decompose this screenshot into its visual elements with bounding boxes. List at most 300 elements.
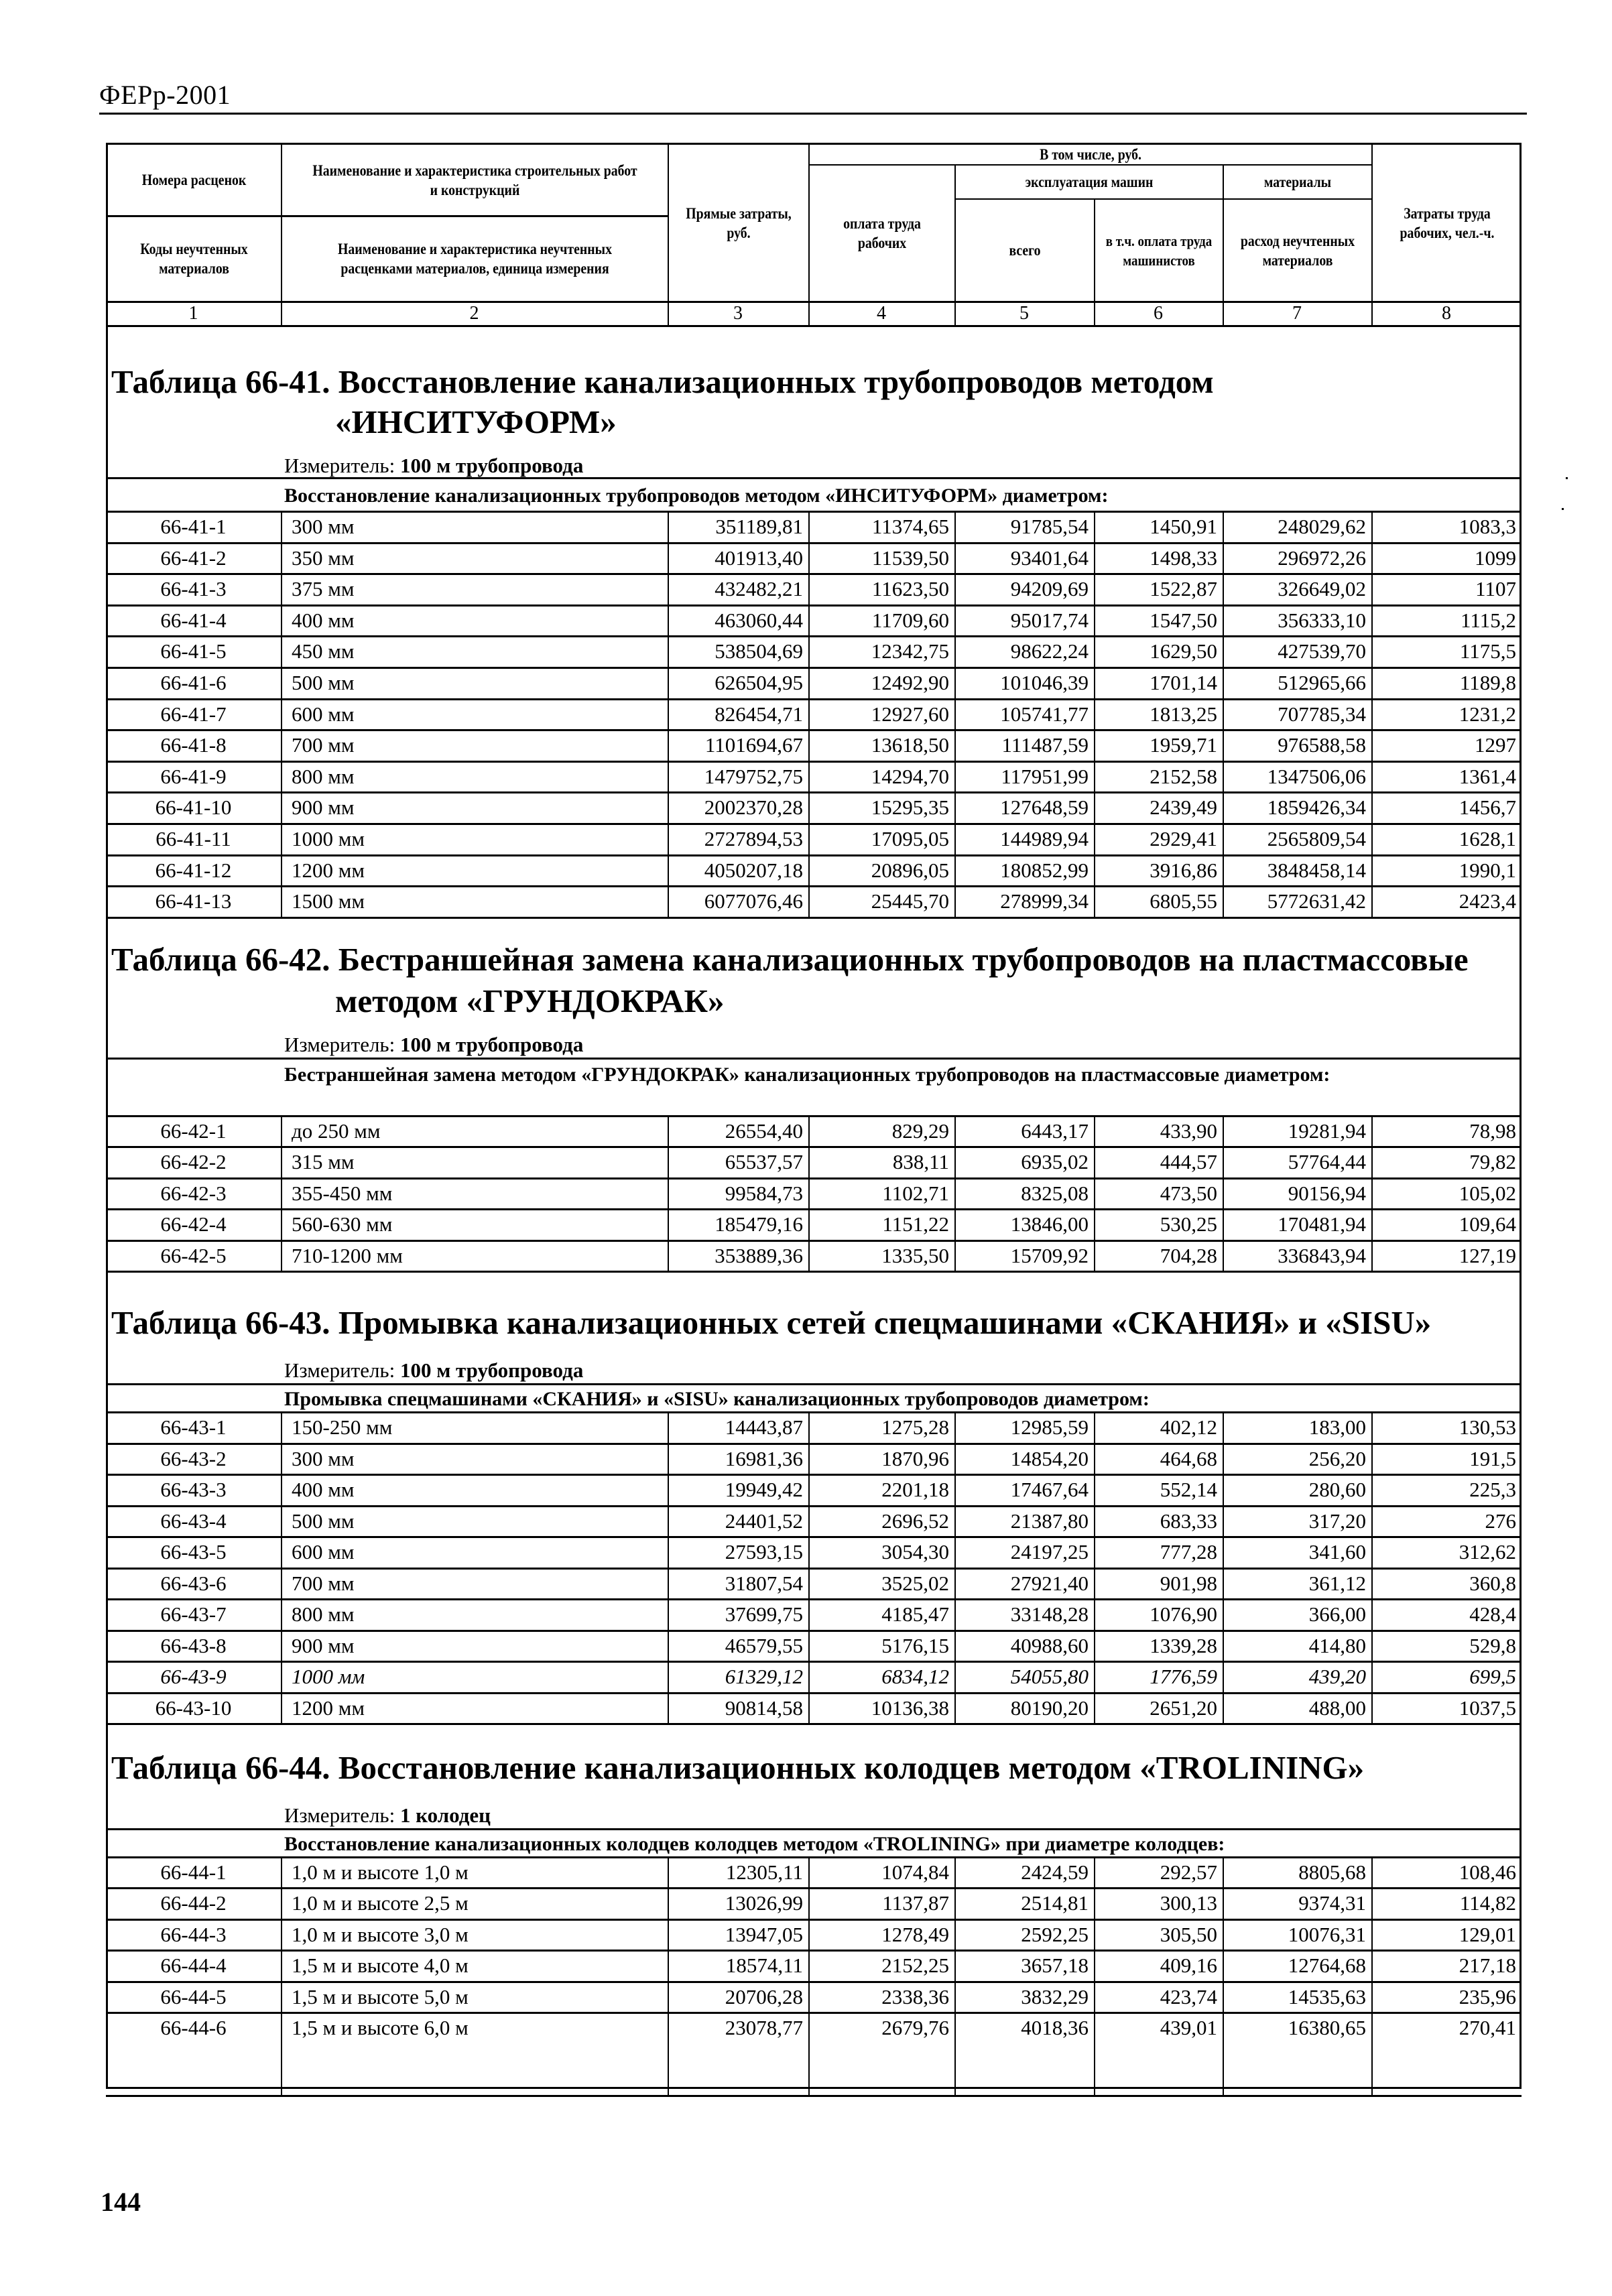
rule [808,143,810,326]
work-name: 315 мм [292,1150,355,1173]
rate-code: 66-41-13 [155,889,232,913]
cell-labor: 3525,02 [881,1572,949,1595]
cell-mat: 19281,94 [1288,1119,1366,1143]
table-title: Таблица 66-41. Восстановление канализационных трубопроводов методом [111,363,1214,400]
cell-direct: 432482,21 [715,577,803,600]
rate-code: 66-41-8 [160,733,227,757]
measure-unit [284,453,583,479]
cell-hours: 1990,1 [1459,858,1516,882]
header-group: В том числе, руб. [1040,146,1141,163]
rate-code: 66-43-2 [160,1447,227,1470]
rule [1223,164,1224,326]
work-name: 1,0 м и высоте 2,5 м [292,1891,469,1915]
cell-mat: 512965,66 [1278,671,1366,694]
cell-labor: 1870,96 [881,1447,949,1470]
cell-direct: 826454,71 [715,702,803,726]
work-name: 600 мм [292,1540,355,1564]
cell-labor: 15295,35 [871,795,949,819]
work-name: 400 мм [292,609,355,632]
work-name: 1000 мм [292,1665,365,1688]
rate-code: 66-44-2 [160,1891,227,1915]
cell-hours: 235,96 [1459,1985,1516,2008]
cell-hours: 1083,3 [1459,515,1516,538]
work-name: 800 мм [292,765,355,788]
cell-direct: 16981,36 [725,1447,803,1470]
cell-direct: 37699,75 [725,1602,803,1626]
table-row [106,667,1522,698]
cell-hours: 1115,2 [1461,609,1516,632]
column-number: 8 [1442,303,1451,324]
table-subtitle: Восстановление канализационных колодцев колодцев методом «TROLINING» при диаметре колодцев: [284,1833,1225,1855]
cell-mach-labor: 2152,58 [1150,765,1217,788]
header-col5: всего [1009,242,1041,259]
rate-code: 66-42-5 [160,1244,227,1267]
cell-hours: 217,18 [1459,1954,1516,1977]
cell-labor: 13618,50 [871,733,949,757]
cell-direct: 14443,87 [725,1415,803,1439]
scan-artifact [1566,477,1568,479]
table-row [106,1412,1522,1443]
cell-hours: 360,8 [1469,1572,1516,1595]
cell-hours: 276 [1485,1509,1516,1533]
cell-labor: 5176,15 [881,1634,949,1657]
table-row [106,792,1522,823]
table-row [106,1537,1522,1568]
cell-labor: 1335,50 [881,1244,949,1267]
cell-hours: 1099 [1475,546,1516,570]
table-title-continued: «ИНСИТУФОРМ» [335,403,617,440]
rule [106,325,1522,327]
cell-direct: 90814,58 [725,1696,803,1720]
table-row [106,605,1522,636]
table-row [106,1950,1522,1981]
measure-unit [284,1358,583,1383]
cell-direct: 61329,12 [725,1665,803,1688]
header-materials-group: материалы [1263,174,1332,190]
cell-mach-labor: 1498,33 [1150,546,1217,570]
cell-mach: 95017,74 [1010,609,1089,632]
work-name: 300 мм [292,1447,355,1470]
work-name: 900 мм [292,795,355,819]
cell-hours: 1107 [1475,577,1516,600]
rate-code: 66-41-9 [160,765,227,788]
cell-mach-labor: 439,01 [1160,2016,1217,2039]
column-number: 6 [1154,303,1163,324]
cell-direct: 23078,77 [725,2016,803,2039]
cell-hours: 1361,4 [1459,765,1516,788]
cell-mach-labor: 300,13 [1160,1891,1217,1915]
measure-label: Измеритель: [284,1803,395,1827]
cell-mach: 54055,80 [1010,1665,1089,1688]
cell-labor: 6834,12 [881,1665,949,1688]
cell-mat: 439,20 [1308,1665,1366,1688]
table-row [106,1982,1522,2013]
column-number: 1 [188,303,198,324]
cell-mach-labor: 552,14 [1160,1478,1217,1501]
cell-mach-labor: 473,50 [1160,1182,1217,1205]
rate-code: 66-41-3 [160,577,227,600]
rule [106,1723,1522,1725]
measure-label: Измеритель: [284,1033,395,1056]
cell-mach: 4018,36 [1021,2016,1089,2039]
cell-mach: 91785,54 [1010,515,1089,538]
cell-mat: 14535,63 [1288,1985,1366,2008]
cell-direct: 538504,69 [715,639,803,663]
cell-mach: 2514,81 [1021,1891,1089,1915]
cell-mach-labor: 292,57 [1160,1860,1217,1884]
cell-direct: 1479752,75 [704,765,803,788]
measure-value: 100 м трубопровода [399,1033,584,1056]
table-row [106,1147,1522,1177]
cell-hours: 1189,8 [1459,671,1516,694]
cell-labor: 4185,47 [881,1602,949,1626]
table-row [106,636,1522,667]
cell-mat: 10076,31 [1288,1923,1366,1946]
rate-code: 66-42-3 [160,1182,227,1205]
header-col2-top: Наименование и характеристика строительных работ и конструкций [312,162,637,198]
cell-direct: 24401,52 [725,1509,803,1533]
cell-mach-labor: 3916,86 [1150,858,1217,882]
measure-unit [284,1032,583,1058]
cell-labor: 12927,60 [871,702,949,726]
cell-mach-labor: 777,28 [1160,1540,1217,1564]
rate-code: 66-44-3 [160,1923,227,1946]
cell-hours: 1231,2 [1459,702,1516,726]
header-col7: расход неучтенных материалов [1240,232,1355,269]
cell-mach-labor: 409,16 [1160,1954,1217,1977]
cell-mach-labor: 1547,50 [1150,609,1217,632]
cell-mat: 336843,94 [1278,1244,1366,1267]
cell-hours: 312,62 [1459,1540,1516,1564]
cell-mach-labor: 704,28 [1160,1244,1217,1267]
cell-labor: 20896,05 [871,858,949,882]
cell-direct: 99584,73 [725,1182,803,1205]
cell-mach-labor: 1701,14 [1150,671,1217,694]
table-row [106,574,1522,604]
rate-code: 66-43-1 [160,1415,227,1439]
cell-labor: 829,29 [891,1119,949,1143]
cell-mat: 1347506,06 [1267,765,1366,788]
cell-mach-labor: 901,98 [1160,1572,1217,1595]
rate-code: 66-41-10 [155,795,232,819]
column-number: 7 [1292,303,1302,324]
cell-mach: 98622,24 [1010,639,1089,663]
cell-mach: 6935,02 [1021,1150,1089,1173]
work-name: 710-1200 мм [292,1244,403,1267]
work-name: 350 мм [292,546,355,570]
work-name: 450 мм [292,639,355,663]
cell-mat: 9374,31 [1298,1891,1366,1915]
rule [106,2095,1522,2097]
rule [668,143,669,326]
cell-hours: 2423,4 [1459,889,1516,913]
cell-direct: 4050207,18 [704,858,803,882]
rule [281,143,282,326]
table-row [106,699,1522,730]
cell-direct: 6077076,46 [704,889,803,913]
table-row [106,761,1522,792]
cell-hours: 108,46 [1459,1860,1516,1884]
table-row [106,730,1522,761]
cell-mach: 144989,94 [1000,827,1089,850]
cell-mach-labor: 530,25 [1160,1212,1217,1236]
work-name: 1,0 м и высоте 3,0 м [292,1923,469,1946]
cell-mach-labor: 1522,87 [1150,577,1217,600]
cell-labor: 10136,38 [871,1696,949,1720]
cell-labor: 1137,87 [882,1891,949,1915]
measure-value: 100 м трубопровода [399,1358,584,1382]
cell-mach: 278999,34 [1000,889,1089,913]
table-row [106,1209,1522,1240]
rate-code: 66-44-5 [160,1985,227,2008]
cell-hours: 1175,5 [1459,639,1516,663]
cell-mach: 13846,00 [1010,1212,1089,1236]
rule [1371,143,1373,326]
rate-code: 66-43-9 [160,1665,227,1688]
column-number: 2 [469,303,479,324]
work-name: 150-250 мм [292,1415,393,1439]
cell-mach: 40988,60 [1010,1634,1089,1657]
cell-direct: 46579,55 [725,1634,803,1657]
header-col4: оплата труда рабочих [843,215,921,251]
cell-direct: 13947,05 [725,1923,803,1946]
cell-mach-labor: 423,74 [1160,1985,1217,2008]
cell-direct: 401913,40 [715,546,803,570]
rate-code: 66-41-12 [155,858,232,882]
table-row [106,1240,1522,1271]
cell-mach-labor: 2929,41 [1150,827,1217,850]
work-name: 1,5 м и высоте 6,0 м [292,2016,469,2039]
work-name: 1,5 м и высоте 4,0 м [292,1954,469,1977]
cell-hours: 529,8 [1469,1634,1516,1657]
rule [106,1058,1522,1060]
table-row [106,1919,1522,1950]
table-row [106,1631,1522,1661]
rate-code: 66-41-4 [160,609,227,632]
table-title: Таблица 66-44. Восстановление канализационных колодцев методом «TROLINING» [111,1749,1365,1786]
cell-mat: 317,20 [1308,1509,1366,1533]
cell-mach: 2424,59 [1021,1860,1089,1884]
rate-code: 66-43-5 [160,1540,227,1564]
cell-mat: 326649,02 [1278,577,1366,600]
cell-hours: 270,41 [1459,2016,1516,2039]
cell-mach-labor: 402,12 [1160,1415,1217,1439]
cell-direct: 13026,99 [725,1891,803,1915]
header-rule [99,113,1527,115]
cell-mach: 101046,39 [1000,671,1089,694]
table-title: Таблица 66-43. Промывка канализационных сетей спецмашинами «СКАНИЯ» и «SISU» [111,1304,1432,1341]
cell-labor: 2338,36 [881,1985,949,2008]
rate-code: 66-41-6 [160,671,227,694]
header-machines-group: эксплуатация машин [1025,174,1154,190]
cell-mach-labor: 464,68 [1160,1447,1217,1470]
cell-labor: 1151,22 [882,1212,949,1236]
cell-mat: 366,00 [1308,1602,1366,1626]
header-col6: в т.ч. оплата труда машинистов [1105,232,1213,269]
cell-direct: 12305,11 [725,1860,803,1884]
rate-code: 66-41-11 [156,827,231,850]
cell-hours: 79,82 [1469,1150,1516,1173]
cell-labor: 3054,30 [881,1540,949,1564]
table-row [106,1661,1522,1692]
rate-code: 66-43-10 [155,1696,232,1720]
work-name: 355-450 мм [292,1182,393,1205]
rate-code: 66-44-6 [160,2016,227,2039]
cell-hours: 129,01 [1459,1923,1516,1946]
rate-code: 66-41-2 [160,546,227,570]
cell-direct: 20706,28 [725,1985,803,2008]
table-row [106,2013,1522,2043]
cell-mat: 5772631,42 [1267,889,1366,913]
work-name: 375 мм [292,577,355,600]
cell-direct: 65537,57 [725,1150,803,1173]
cell-mat: 296972,26 [1278,546,1366,570]
cell-hours: 105,02 [1459,1182,1516,1205]
cell-mat: 57764,44 [1288,1150,1366,1173]
rule [106,477,1522,479]
cell-mach-labor: 683,33 [1160,1509,1217,1533]
work-name: 1200 мм [292,1696,365,1720]
cell-mach: 21387,80 [1010,1509,1089,1533]
table-row [106,1888,1522,1919]
rate-code: 66-42-1 [160,1119,227,1143]
cell-direct: 626504,95 [715,671,803,694]
cell-labor: 2679,76 [881,2016,949,2039]
cell-labor: 1278,49 [881,1923,949,1946]
header-col2-bottom: Наименование и характеристика неучтенных расценками материалов, единица измерения [337,241,613,277]
cell-mat: 2565809,54 [1267,827,1366,850]
cell-mach: 117951,99 [1001,765,1089,788]
cell-mat: 414,80 [1308,1634,1366,1657]
cell-direct: 2002370,28 [704,795,803,819]
cell-mach: 180852,99 [1000,858,1089,882]
column-number: 3 [733,303,743,324]
table-row [106,1857,1522,1888]
cell-hours: 114,82 [1459,1891,1516,1915]
work-name: 400 мм [292,1478,355,1501]
work-name: 800 мм [292,1602,355,1626]
cell-mat: 16380,65 [1288,2016,1366,2039]
cell-mach-labor: 6805,55 [1150,889,1217,913]
cell-direct: 31807,54 [725,1572,803,1595]
cell-mat: 183,00 [1308,1415,1366,1439]
cell-hours: 191,5 [1469,1447,1516,1470]
measure-unit [284,1803,491,1828]
cell-hours: 127,19 [1459,1244,1516,1267]
rate-code: 66-43-8 [160,1634,227,1657]
measure-label: Измеритель: [284,454,395,477]
work-name: 1500 мм [292,889,365,913]
cell-labor: 2201,18 [881,1478,949,1501]
rate-code: 66-41-5 [160,639,227,663]
rate-code: 66-43-3 [160,1478,227,1501]
work-name: 1,5 м и высоте 5,0 м [292,1985,469,2008]
cell-labor: 2152,25 [881,1954,949,1977]
cell-labor: 11623,50 [871,577,949,600]
rate-code: 66-44-4 [160,1954,227,1977]
table-row [106,1599,1522,1630]
table-row [106,1474,1522,1505]
cell-mach: 24197,25 [1010,1540,1089,1564]
table-row [106,1444,1522,1474]
cell-mach-labor: 1629,50 [1150,639,1217,663]
cell-hours: 1297 [1475,733,1516,757]
cell-hours: 428,4 [1469,1602,1516,1626]
cell-mach-labor: 1813,25 [1150,702,1217,726]
cell-mat: 976588,58 [1278,733,1366,757]
cell-mach-labor: 305,50 [1160,1923,1217,1946]
cell-mach: 2592,25 [1021,1923,1089,1946]
work-name: 1,0 м и высоте 1,0 м [292,1860,469,1884]
cell-mat: 90156,94 [1288,1182,1366,1205]
rule [106,917,1522,919]
cell-mach-labor: 444,57 [1160,1150,1217,1173]
cell-labor: 11374,65 [871,515,949,538]
table-row [106,824,1522,854]
table-row [106,855,1522,886]
rate-code: 66-41-1 [160,515,227,538]
cell-hours: 109,64 [1459,1212,1516,1236]
measure-value: 1 колодец [399,1803,491,1827]
cell-mach: 127648,59 [1000,795,1089,819]
cell-mat: 341,60 [1308,1540,1366,1564]
cell-mach: 94209,69 [1010,577,1089,600]
running-header: ФЕРр-2001 [99,80,231,110]
page-number: 144 [101,2187,141,2217]
work-name: 300 мм [292,515,355,538]
cell-mat: 356333,10 [1278,609,1366,632]
cell-mat: 8805,68 [1298,1860,1366,1884]
cell-mach-labor: 2651,20 [1150,1696,1217,1720]
cell-mat: 707785,34 [1278,702,1366,726]
cell-hours: 225,3 [1469,1478,1516,1501]
cell-mach: 105741,77 [1000,702,1089,726]
cell-mat: 12764,68 [1288,1954,1366,1977]
header-col1-bottom: Коды неучтенных материалов [140,241,248,277]
cell-hours: 130,53 [1459,1415,1516,1439]
cell-labor: 12342,75 [871,639,949,663]
cell-hours: 699,5 [1469,1665,1516,1688]
cell-direct: 1101694,67 [704,733,803,757]
cell-labor: 1275,28 [881,1415,949,1439]
cell-hours: 1037,5 [1459,1696,1516,1720]
cell-mat: 248029,62 [1278,515,1366,538]
cell-direct: 26554,40 [725,1119,803,1143]
rate-code: 66-43-7 [160,1602,227,1626]
column-number: 5 [1019,303,1029,324]
table-subtitle: Бестраншейная замена методом «ГРУНДОКРАК» канализационных трубопроводов на пластмассовые диаметром: [284,1064,1330,1086]
cell-mach: 27921,40 [1010,1572,1089,1595]
cell-mat: 1859426,34 [1267,795,1366,819]
work-name: 500 мм [292,671,355,694]
measure-value: 100 м трубопровода [399,454,584,477]
cell-labor: 838,11 [892,1150,949,1173]
cell-hours: 78,98 [1469,1119,1516,1143]
cell-mat: 256,20 [1308,1447,1366,1470]
cell-labor: 2696,52 [881,1509,949,1533]
column-number: 4 [877,303,886,324]
cell-mach: 3832,29 [1021,1985,1089,2008]
work-name: до 250 мм [292,1119,381,1143]
cell-mach: 17467,64 [1010,1478,1089,1501]
cell-labor: 14294,70 [871,765,949,788]
cell-direct: 19949,42 [725,1478,803,1501]
cell-direct: 351189,81 [715,515,803,538]
table-row [106,1116,1522,1147]
rate-code: 66-42-4 [160,1212,227,1236]
cell-mach-labor: 2439,49 [1150,795,1217,819]
cell-mach: 33148,28 [1010,1602,1089,1626]
